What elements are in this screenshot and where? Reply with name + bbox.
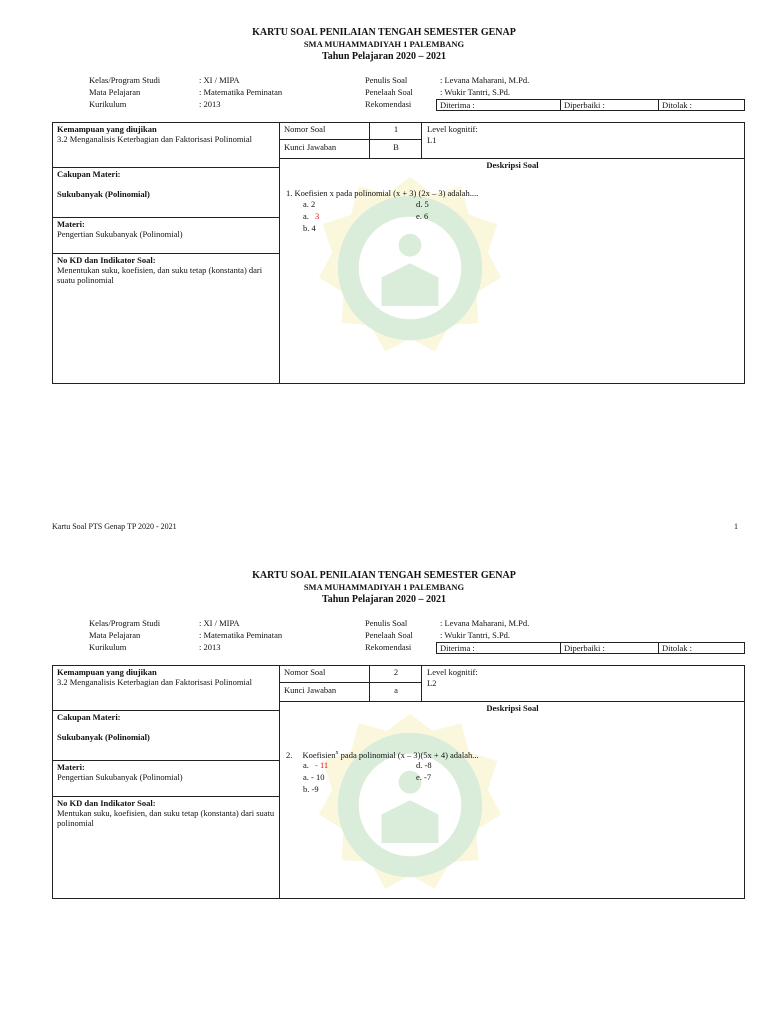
soal-grid xyxy=(52,665,745,899)
rekomendasi-label: Rekomendasi xyxy=(365,99,412,109)
nokd-label: No KD dan Indikator Soal: xyxy=(57,798,156,808)
indikator-section xyxy=(53,797,279,899)
diterima-cell: Diterima : xyxy=(437,643,561,653)
option-a-1: a. 2 xyxy=(303,199,316,209)
soal-grid xyxy=(52,122,745,384)
kemampuan-section xyxy=(53,123,279,168)
school-logo-watermark xyxy=(315,173,505,363)
kelas-value: : XI / MIPA xyxy=(199,75,240,85)
penulis-value: : Levana Maharani, M.Pd. xyxy=(440,75,530,85)
rekomendasi-box xyxy=(436,642,745,654)
divider xyxy=(280,139,421,140)
kurikulum-label: Kurikulum xyxy=(89,642,127,652)
indikator-text: Menentukan suku, koefisien, dan suku tetap (konstanta) dari suatu polinomial xyxy=(57,265,263,285)
meta-block xyxy=(0,74,768,114)
school-name: SMA MUHAMMADIYAH 1 PALEMBANG xyxy=(303,582,465,592)
level-label: Level kognitif: xyxy=(427,667,478,677)
meta-block xyxy=(0,617,768,657)
divider xyxy=(280,682,421,683)
school-name: SMA MUHAMMADIYAH 1 PALEMBANG xyxy=(303,39,465,49)
option-a-2-label: a. xyxy=(303,211,309,221)
materi-section xyxy=(53,218,279,254)
level-label: Level kognitif: xyxy=(427,124,478,134)
nomor-soal-label: Nomor Soal xyxy=(284,124,326,134)
divider xyxy=(369,123,370,159)
option-e: e. 6 xyxy=(416,211,429,221)
penulis-label: Penulis Soal xyxy=(365,75,408,85)
option-e: e. -7 xyxy=(416,772,432,782)
diperbaiki-cell: Diperbaiki : xyxy=(561,100,659,110)
kurikulum-label: Kurikulum xyxy=(89,99,127,109)
ditolak-cell: Ditolak : xyxy=(662,100,692,110)
option-a-1-label: a. xyxy=(303,760,309,770)
kemampuan-label: Kemampuan yang diujikan xyxy=(57,667,157,677)
penelaah-label: Penelaah Soal xyxy=(365,87,413,97)
mapel-value: : Matematika Peminatan xyxy=(199,87,283,97)
page-number: 1 xyxy=(734,522,738,531)
cakupan-label: Cakupan Materi: xyxy=(57,169,121,179)
nomor-soal-label: Nomor Soal xyxy=(284,667,326,677)
kunci-label: Kunci Jawaban xyxy=(284,142,337,152)
kelas-label: Kelas/Program Studi xyxy=(89,75,161,85)
materi-text: Pengertian Sukubanyak (Polinomial) xyxy=(57,772,183,782)
kunci-label: Kunci Jawaban xyxy=(284,685,337,695)
kelas-value: : XI / MIPA xyxy=(199,618,240,628)
kunci-value: B xyxy=(393,142,399,152)
option-a-1 xyxy=(303,760,328,771)
level-value: L1 xyxy=(427,135,437,145)
divider xyxy=(369,666,370,702)
question-lead: Koefisien xyxy=(302,749,336,760)
materi-section xyxy=(53,761,279,797)
penulis-label: Penulis Soal xyxy=(365,618,408,628)
soal-info-table xyxy=(280,123,745,159)
card-title: KARTU SOAL PENILAIAN TENGAH SEMESTER GENAP xyxy=(252,27,516,38)
nokd-label: No KD dan Indikator Soal: xyxy=(57,255,156,265)
materi-text: Pengertian Sukubanyak (Polinomial) xyxy=(57,229,183,239)
cakupan-text: Sukubanyak (Polinomial) xyxy=(57,189,150,199)
penelaah-value: : Wukir Tantri, S.Pd. xyxy=(440,630,511,640)
cakupan-section xyxy=(53,711,279,761)
option-d: d. 5 xyxy=(416,199,429,209)
question-rest: pada polinomial (x – 3)(5x + 4) adalah... xyxy=(338,749,479,760)
materi-label: Materi: xyxy=(57,219,85,229)
divider xyxy=(421,123,422,159)
soal-info-table xyxy=(280,666,745,702)
school-logo-watermark xyxy=(315,710,505,900)
option-b: b. -9 xyxy=(303,784,319,794)
kurikulum-value: : 2013 xyxy=(199,642,221,652)
mapel-value: : Matematika Peminatan xyxy=(199,630,283,640)
deskripsi-title: Deskripsi Soal xyxy=(486,703,539,713)
indikator-section xyxy=(53,254,279,384)
diterima-cell: Diterima : xyxy=(437,100,561,110)
academic-year: Tahun Pelajaran 2020 – 2021 xyxy=(321,594,447,605)
rekomendasi-box xyxy=(436,99,745,111)
page-footer xyxy=(52,522,738,531)
footer-text: Kartu Soal PTS Genap TP 2020 - 2021 xyxy=(52,522,177,531)
kemampuan-section xyxy=(53,666,279,711)
option-a-1-value: - 11 xyxy=(315,760,329,770)
cakupan-section xyxy=(53,168,279,218)
diperbaiki-cell: Diperbaiki : xyxy=(561,643,659,653)
option-a-2: a. - 10 xyxy=(303,772,325,782)
question-text: 1. Koefisien x pada polinomial (x + 3) (2x – 3) adalah.... xyxy=(286,188,479,198)
card-title: KARTU SOAL PENILAIAN TENGAH SEMESTER GENAP xyxy=(252,570,516,581)
mapel-label: Mata Pelajaran xyxy=(89,87,141,97)
penulis-value: : Levana Maharani, M.Pd. xyxy=(440,618,530,628)
indikator-text: Mentukan suku, koefisien, dan suku tetap (konstanta) dari suatu polinomial xyxy=(57,808,275,828)
kemampuan-label: Kemampuan yang diujikan xyxy=(57,124,157,134)
kd-text: 3.2 Menganalisis Keterbagian dan Faktorisasi Polinomial xyxy=(57,677,252,687)
kd-text: 3.2 Menganalisis Keterbagian dan Faktorisasi Polinomial xyxy=(57,134,252,144)
option-d: d. -8 xyxy=(416,760,432,770)
materi-label: Materi: xyxy=(57,762,85,772)
level-value: L2 xyxy=(427,678,437,688)
divider xyxy=(421,666,422,702)
question-superscript: x xyxy=(335,750,339,756)
cakupan-label: Cakupan Materi: xyxy=(57,712,121,722)
option-a-2-value: 3 xyxy=(315,211,320,221)
kunci-value: a xyxy=(394,685,398,695)
mapel-label: Mata Pelajaran xyxy=(89,630,141,640)
question-number: 2. xyxy=(286,749,293,760)
kurikulum-value: : 2013 xyxy=(199,99,221,109)
penelaah-value: : Wukir Tantri, S.Pd. xyxy=(440,87,511,97)
rekomendasi-label: Rekomendasi xyxy=(365,642,412,652)
kelas-label: Kelas/Program Studi xyxy=(89,618,161,628)
option-b: b. 4 xyxy=(303,223,316,233)
ditolak-cell: Ditolak : xyxy=(662,643,692,653)
cakupan-text: Sukubanyak (Polinomial) xyxy=(57,732,150,742)
nomor-soal-value: 2 xyxy=(393,667,399,677)
penelaah-label: Penelaah Soal xyxy=(365,630,413,640)
left-column xyxy=(53,123,280,383)
academic-year: Tahun Pelajaran 2020 – 2021 xyxy=(321,51,447,62)
question-text xyxy=(286,748,479,761)
left-column xyxy=(53,666,280,898)
option-a-2 xyxy=(303,211,319,222)
nomor-soal-value: 1 xyxy=(393,124,399,134)
deskripsi-title: Deskripsi Soal xyxy=(486,160,539,170)
